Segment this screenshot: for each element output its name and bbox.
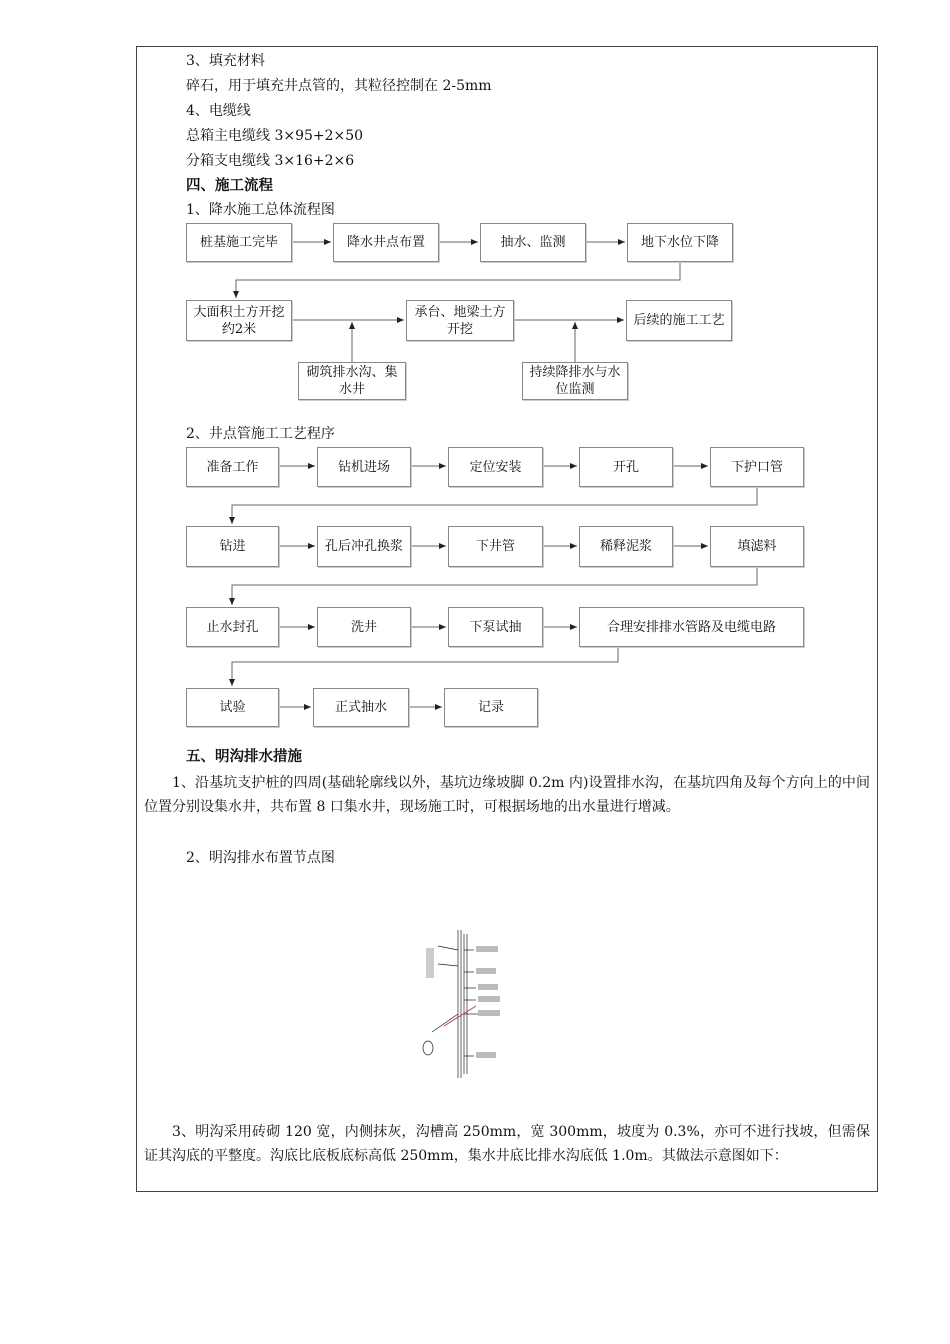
flow1-box-well-layout: 降水井点布置 <box>333 223 439 262</box>
cable-heading: 4、电缆线 <box>186 103 251 119</box>
flow2-box: 止水封孔 <box>186 607 279 647</box>
flow2-box: 孔后冲孔换浆 <box>317 526 411 567</box>
flow1-box-excavate: 大面积土方开挖约2米 <box>186 300 292 341</box>
flow2-box: 填滤料 <box>710 526 804 567</box>
section5-para2: 2、明沟排水布置节点图 <box>186 850 335 866</box>
section5-title: 五、明沟排水措施 <box>186 748 302 765</box>
cable-main: 总箱主电缆线 3×95+2×50 <box>186 128 364 144</box>
flow2-box: 准备工作 <box>186 447 279 487</box>
fill-material-text: 碎石，用于填充井点管的，其粒径控制在 2-5mm <box>186 78 492 94</box>
flow2-box: 正式抽水 <box>313 688 409 727</box>
flow2-box: 下井管 <box>448 526 543 567</box>
section5-para1: 1、沿基坑支护桩的四周(基础轮廓线以外，基坑边缘坡脚 0.2m 内)设置排水沟，在基坑四角及每个方向上的中间位置分别设集水井，共布置 8 口集水井，现场施工时，可根据场地的出水量进行增减。 <box>144 775 870 815</box>
flow1-box-build-ditch: 砌筑排水沟、集水井 <box>298 362 406 400</box>
section4-title: 四、施工流程 <box>186 177 273 194</box>
flow1-box-pile-done: 桩基施工完毕 <box>186 223 292 262</box>
flow2-box: 开孔 <box>579 447 673 487</box>
flow2-box: 下泵试抽 <box>448 607 543 647</box>
flow1-box-pump-monitor: 抽水、监测 <box>480 223 586 262</box>
flow2-box: 下护口管 <box>710 447 804 487</box>
flow2-box: 合理安排排水管路及电缆电路 <box>579 607 804 647</box>
flow1-box-cap-beam: 承台、地梁土方开挖 <box>406 300 514 341</box>
flow2-box: 钻机进场 <box>317 447 411 487</box>
flow1-box-continue-drain: 持续降排水与水位监测 <box>522 362 628 400</box>
flow1-box-follow-up: 后续的施工工艺 <box>626 300 732 341</box>
flow1-title: 1、降水施工总体流程图 <box>186 202 335 218</box>
flow2-box: 稀释泥浆 <box>579 526 673 567</box>
flow2-box: 洗井 <box>317 607 411 647</box>
flow2-title: 2、井点管施工工艺程序 <box>186 426 335 442</box>
cable-branch: 分箱支电缆线 3×16+2×6 <box>186 153 355 169</box>
fill-material-heading: 3、填充材料 <box>186 53 265 69</box>
flow2-box: 记录 <box>444 688 538 727</box>
section5-para3: 3、明沟采用砖砌 120 宽，内侧抹灰，沟槽高 250mm，宽 300mm，坡度为 0.3%，亦可不进行找坡，但需保证其沟底的平整度。沟底比底板底标高低 250mm，集水井底比排水沟底低 1.0m。其做法示意图如下： <box>144 1124 870 1164</box>
flow1-box-groundwater-drop: 地下水位下降 <box>627 223 733 262</box>
flow2-box: 钻进 <box>186 526 279 567</box>
flow2-box: 试验 <box>186 688 279 727</box>
drainage-node-diagram <box>418 928 518 1083</box>
flow2-box: 定位安装 <box>448 447 543 487</box>
